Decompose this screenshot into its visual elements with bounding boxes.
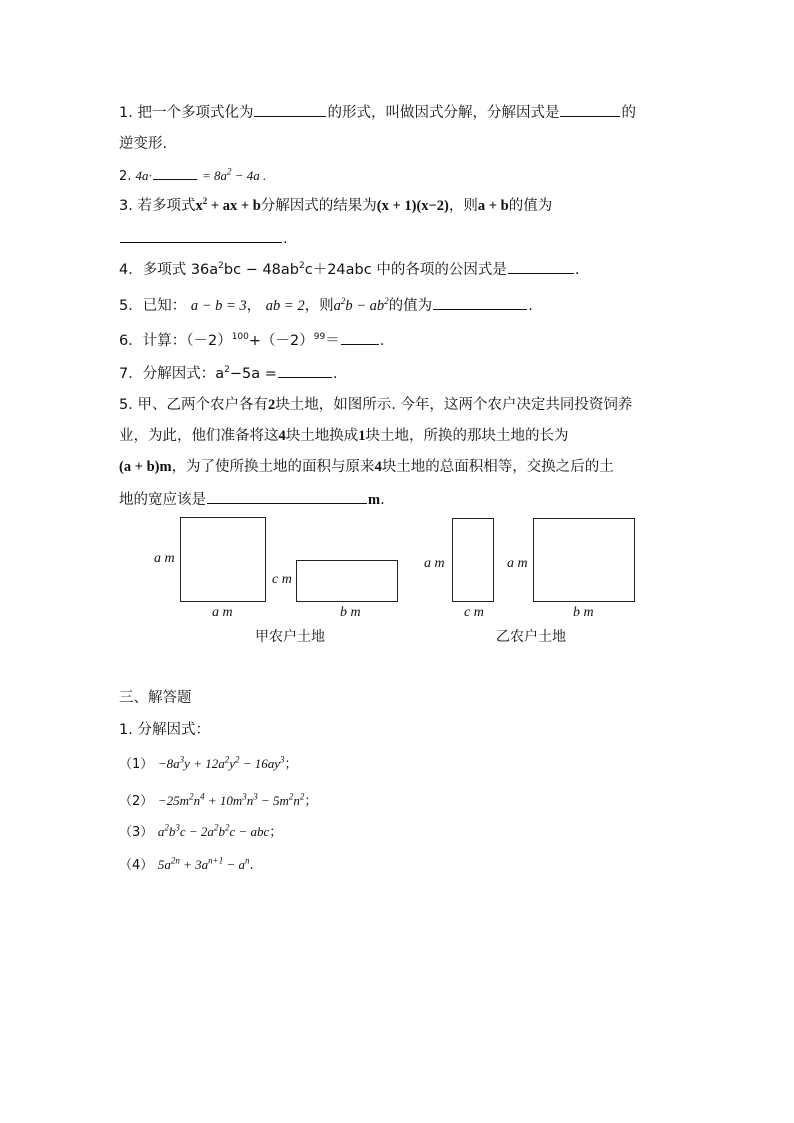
- q6-text: ＝: [325, 333, 340, 349]
- land-text: 块土地的总面积相等，交换之后的土: [381, 459, 614, 475]
- question-5: [119, 295, 533, 316]
- land-text: 业，为此，他们准备将这: [119, 428, 279, 444]
- q7-text: 7．分解因式：a: [119, 366, 225, 382]
- q5-expr: a − b = 3: [190, 298, 247, 314]
- label-b: b m: [340, 605, 361, 620]
- semicolon: ；: [304, 794, 318, 809]
- problem-3: [119, 822, 282, 843]
- question-7: [119, 363, 338, 384]
- question-3-cont: [119, 228, 288, 249]
- q1-text: 1. 把一个多项式化为: [119, 105, 254, 121]
- q4-text: bc − 48ab: [223, 262, 299, 278]
- label-a: a m: [507, 556, 528, 571]
- land-text: 块土地，所换的那块土地的长为: [365, 428, 569, 444]
- rect-ab: [533, 518, 635, 602]
- q2-expr: = $8a^2 - 4a$ .: [201, 166, 267, 183]
- section-heading: 三、解答题: [119, 690, 192, 706]
- answer-blank[interactable]: [433, 295, 527, 310]
- q5-expr: $a^2b - ab^2$: [333, 296, 389, 314]
- q3-expr: a + b: [477, 198, 509, 214]
- q3-text: 分解因式的结果为: [260, 198, 377, 214]
- answer-blank[interactable]: [153, 165, 197, 180]
- q2-number: 2.: [119, 169, 132, 184]
- problem-1: [119, 754, 298, 775]
- q6-text: 99: [313, 332, 326, 343]
- label-c: c m: [464, 605, 484, 620]
- land-text: m: [368, 492, 381, 508]
- period: .: [528, 298, 533, 314]
- problem-expr: $-8a^3y + 12a^2y^2 - 16ay^3$: [157, 754, 285, 771]
- land-text: 1: [358, 428, 366, 444]
- problem-2: [119, 791, 317, 812]
- q4-text: 2: [218, 261, 224, 272]
- label-a: a m: [212, 605, 233, 620]
- q5-text: ，则: [304, 298, 334, 314]
- period: .: [379, 333, 385, 349]
- q3-expr: $x^2$ + ax + b: [195, 196, 261, 214]
- semicolon: ；: [284, 757, 298, 772]
- label-a: a m: [154, 551, 175, 566]
- q3-text: 的值为: [508, 198, 553, 214]
- question-land-2: [119, 426, 569, 446]
- land-text: 4: [374, 459, 382, 475]
- q7-text: −5a =: [229, 366, 277, 382]
- land-text: ，为了使所换土地的面积与原来: [171, 459, 375, 475]
- question-3: [119, 196, 552, 216]
- q5-text: ，: [246, 298, 262, 314]
- q4-text: c＋24abc 中的各项的公因式是: [304, 262, 507, 278]
- q1-text: 逆变形.: [119, 136, 168, 152]
- problem-4: [119, 855, 254, 876]
- period: .: [283, 231, 288, 247]
- semicolon: ；: [269, 825, 283, 840]
- answer-blank[interactable]: [207, 489, 367, 504]
- land-text: 5. 甲、乙两个农户各有: [119, 397, 268, 413]
- land-text: 4: [278, 428, 286, 444]
- land-text: 2: [267, 397, 276, 413]
- period: .: [249, 858, 254, 873]
- rect-ac: [452, 518, 494, 602]
- problem-number: （1）: [119, 757, 154, 772]
- q3-text: ，则: [448, 198, 478, 214]
- q7-text: 2: [224, 365, 230, 376]
- period: .: [380, 492, 385, 508]
- answer-blank[interactable]: [254, 102, 326, 117]
- q6-text: +（－2）: [248, 333, 314, 349]
- answer-blank[interactable]: [341, 330, 379, 345]
- problem-expr: $a^2b^3c - 2a^2b^2c$ − abc: [157, 822, 270, 839]
- answer-blank[interactable]: [278, 363, 332, 378]
- land-expr: (a + b)m: [119, 459, 172, 475]
- q5-expr: ab = 2: [265, 298, 305, 314]
- period: .: [574, 262, 580, 278]
- rect-bc: [296, 560, 398, 602]
- answer-blank[interactable]: [120, 228, 282, 243]
- label-b: b m: [573, 605, 594, 620]
- question-land-4: [119, 489, 385, 510]
- land-text: 块土地换成: [285, 428, 359, 444]
- question-land-1: [119, 395, 632, 415]
- caption-yi: 乙农户土地: [496, 629, 566, 645]
- answer-blank[interactable]: [508, 259, 574, 274]
- q3-expr: (x + 1)(x−2): [376, 198, 449, 214]
- question-1: [119, 102, 636, 123]
- question-6: [119, 330, 384, 351]
- question-1-cont: [119, 134, 167, 154]
- question-2: [119, 165, 266, 187]
- caption-jia: 甲农户土地: [255, 629, 325, 645]
- q4-text: 4．多项式 36a: [119, 262, 219, 278]
- q1-text: 的: [621, 105, 636, 121]
- q5-text: 5．已知：: [119, 298, 187, 314]
- q6-text: 6．计算：（－2）: [119, 333, 232, 349]
- problem-expr: $5a^{2n} + 3a^{n+1} - a^n$: [157, 855, 250, 872]
- q3-text: 3. 若多项式: [119, 198, 196, 214]
- q2-expr: 4a·: [135, 168, 152, 183]
- problem-expr: $-25m^2n^4 + 10m^3n^3 - 5m^2n^2$: [157, 791, 305, 808]
- q6-text: 100: [231, 332, 249, 343]
- question-land-3: [119, 457, 614, 477]
- subquestion-title: 1. 分解因式：: [119, 722, 210, 738]
- problem-number: （2）: [119, 794, 154, 809]
- problem-number: （4）: [119, 858, 154, 873]
- question-4: [119, 259, 579, 280]
- square-a: [180, 517, 266, 602]
- land-text: 地的宽应该是: [119, 492, 206, 508]
- q4-text: 2: [299, 261, 305, 272]
- land-text: 块土地，如图所示. 今年，这两个农户决定共同投资饲养: [275, 397, 633, 413]
- q5-text: 的值为: [388, 298, 433, 314]
- label-c: c m: [272, 572, 292, 587]
- period: .: [332, 366, 338, 382]
- label-a: a m: [424, 556, 445, 571]
- answer-blank[interactable]: [560, 102, 620, 117]
- q1-text: 的形式，叫做因式分解，分解因式是: [327, 105, 560, 121]
- problem-number: （3）: [119, 825, 154, 840]
